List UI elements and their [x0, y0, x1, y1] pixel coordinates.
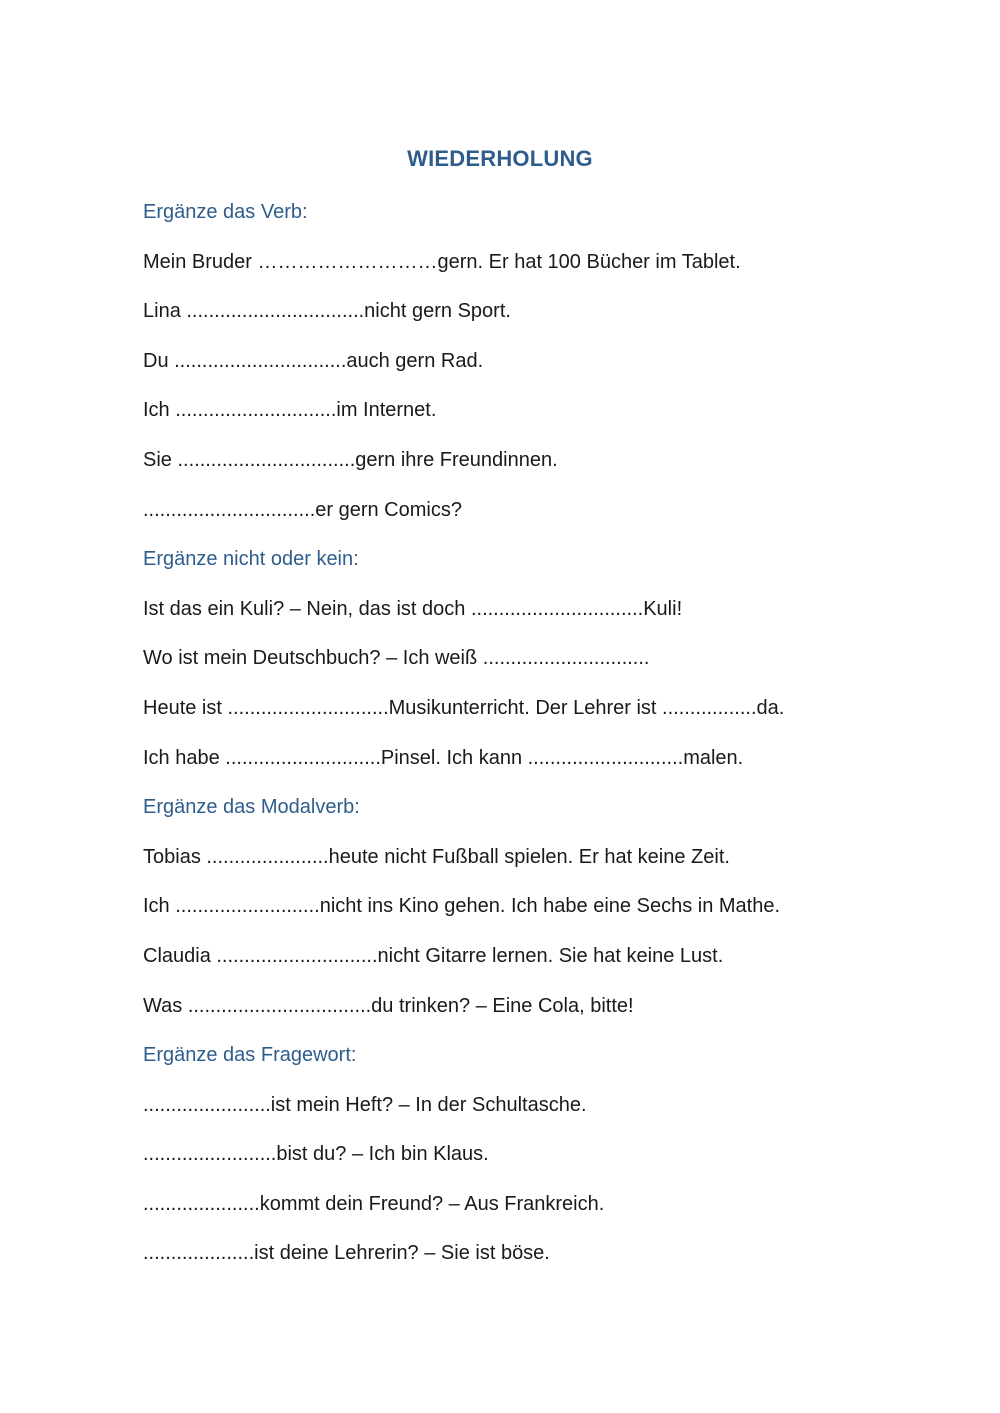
exercise-line: Ich .............................im Internet.: [143, 399, 437, 422]
section-heading-fragewort: Ergänze das Fragewort:: [143, 1044, 357, 1067]
exercise-line: Was .................................du trinken? – Eine Cola, bitte!: [143, 994, 634, 1017]
exercise-line: Sie ................................gern ihre Freundinnen.: [143, 448, 558, 471]
exercise-line: Tobias ......................heute nicht Fußball spielen. Er hat keine Zeit.: [143, 845, 730, 868]
exercise-line: Heute ist .............................Musikunterricht. Der Lehrer ist .................da.: [143, 696, 785, 719]
exercise-line: .......................ist mein Heft? – In der Schultasche.: [143, 1093, 587, 1116]
exercise-line: .....................kommt dein Freund? – Aus Frankreich.: [143, 1192, 605, 1215]
exercise-line: ....................ist deine Lehrerin? – Sie ist böse.: [143, 1242, 550, 1265]
exercise-line: ...............................er gern Comics?: [143, 498, 462, 521]
exercise-line: Wo ist mein Deutschbuch? – Ich weiß ..............................: [143, 647, 650, 670]
exercise-line: Ich habe ............................Pinsel. Ich kann ............................malen.: [143, 746, 744, 769]
exercise-line: Lina ................................nicht gern Sport.: [143, 300, 511, 323]
worksheet-content: [143, 197, 943, 1288]
exercise-line: ........................bist du? – Ich bin Klaus.: [143, 1143, 489, 1166]
exercise-line: Ist das ein Kuli? – Nein, das ist doch ...............................Kuli!: [143, 597, 683, 620]
page-title: WIEDERHOLUNG: [407, 146, 593, 171]
section-heading-modalverb: Ergänze das Modalverb:: [143, 796, 360, 819]
exercise-line: Ich ..........................nicht ins Kino gehen. Ich habe eine Sechs in Mathe.: [143, 895, 781, 918]
section-heading-nicht-kein: Ergänze nicht oder kein:: [143, 548, 359, 571]
section-heading-verb: Ergänze das Verb:: [143, 201, 308, 223]
exercise-line: Mein Bruder ………………………gern. Er hat 100 Bücher im Tablet.: [143, 250, 741, 273]
exercise-line: Du ...............................auch gern Rad.: [143, 349, 484, 372]
exercise-line: Claudia .............................nicht Gitarre lernen. Sie hat keine Lust.: [143, 944, 724, 967]
